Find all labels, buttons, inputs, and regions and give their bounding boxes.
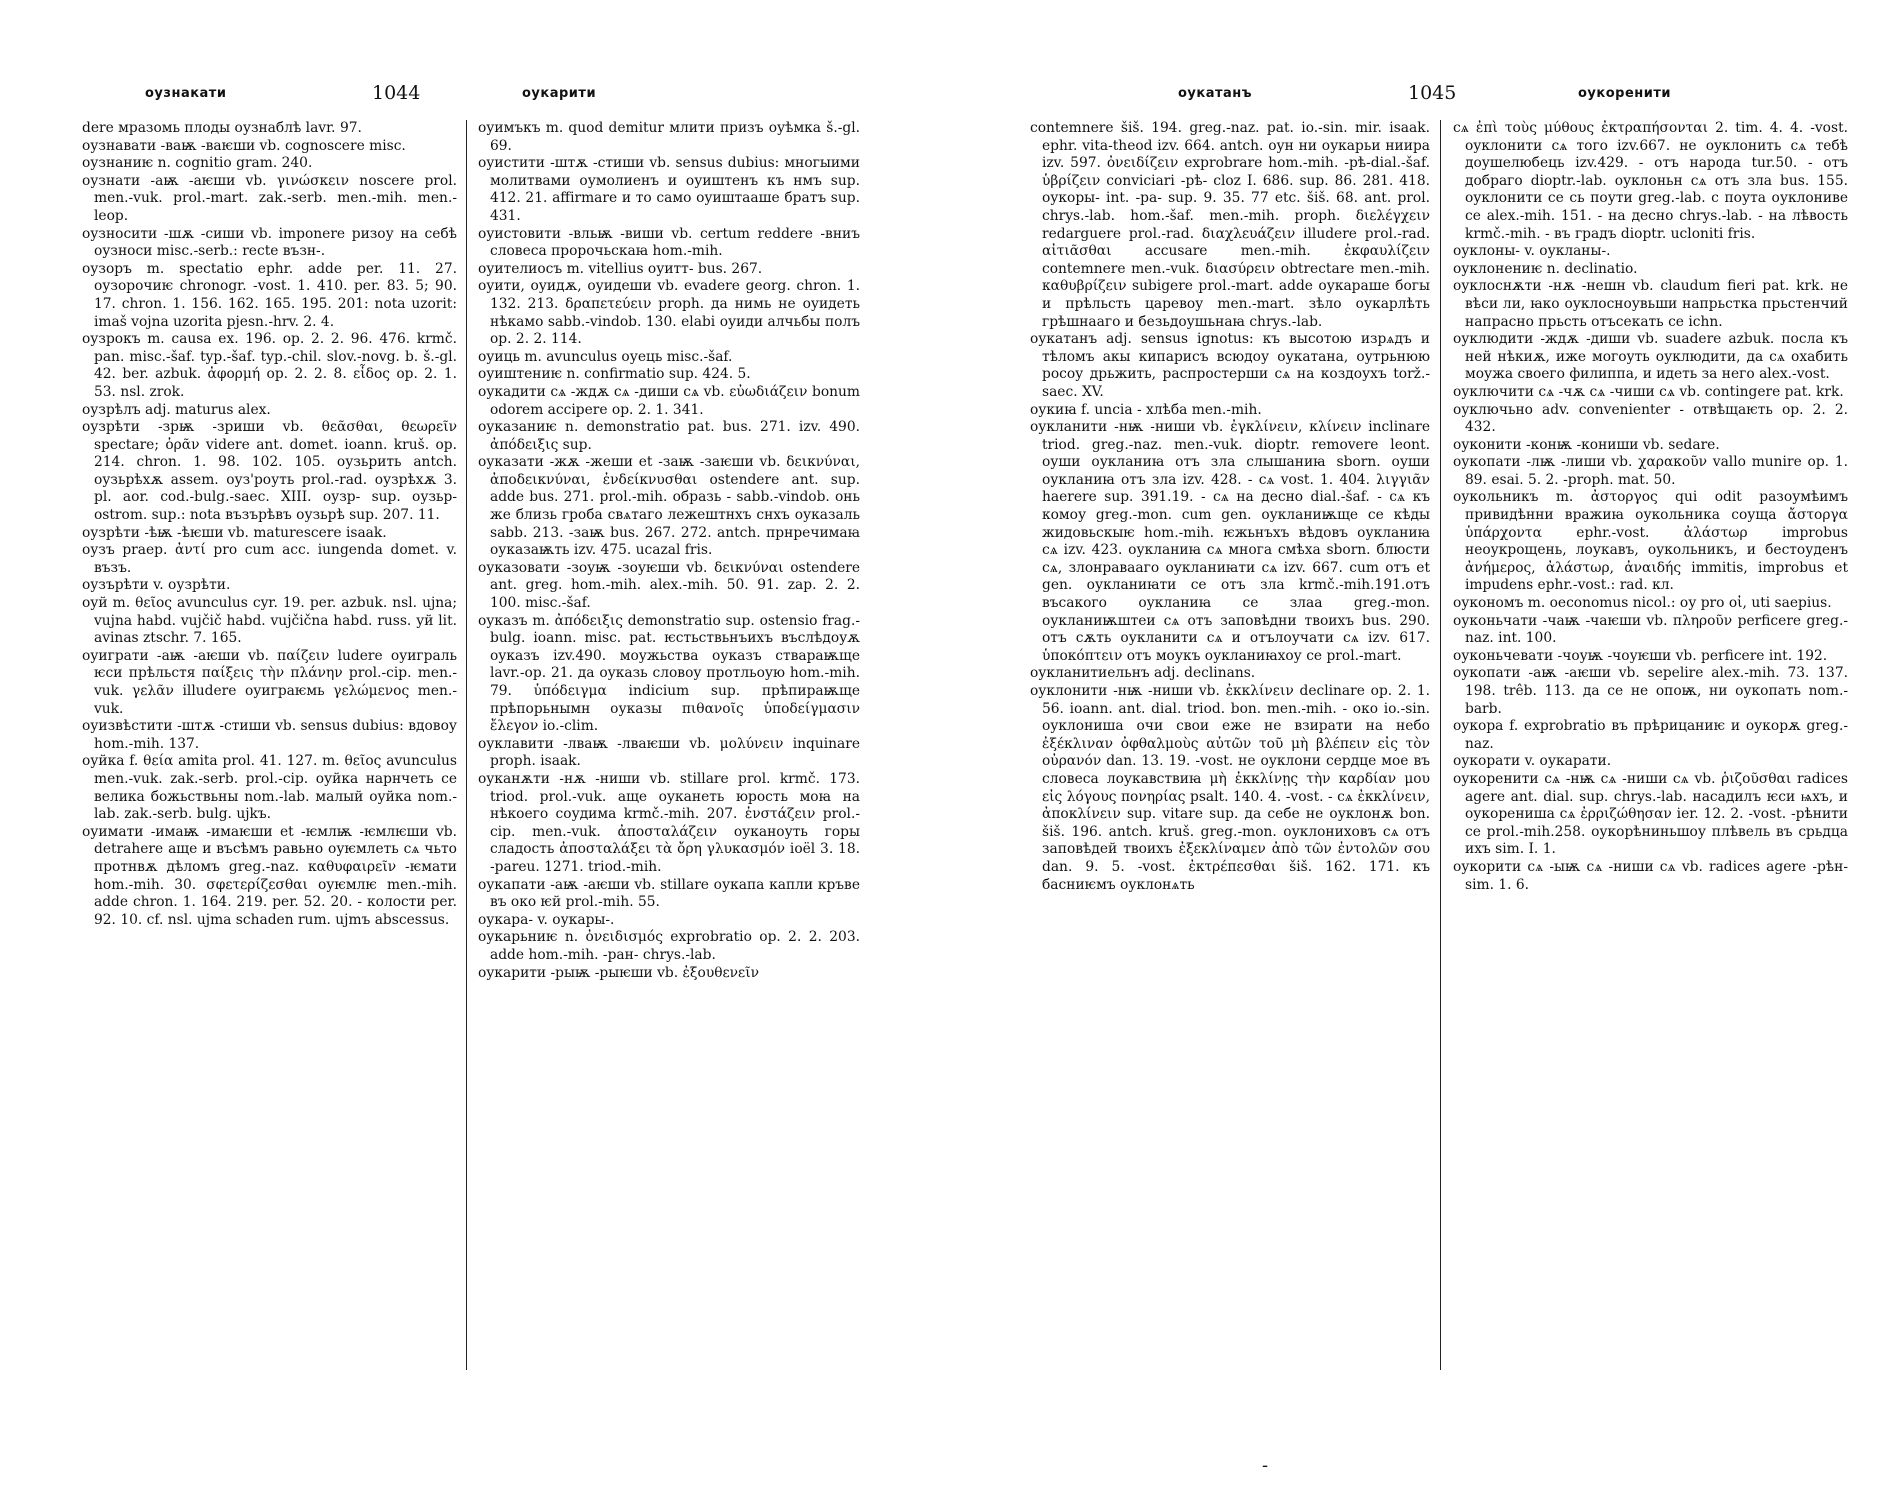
dictionary-entry: оузрѣти -зрѭ -зриши vb. θεᾶσθαι, θεωρεῖν spectare; ὁρᾶν videre ant. domet. ioann. kruš. op. 214. chron. 1. 98. 102. 105. оузьрить antch. оузьрѣхѫ assem. оуз'роуть prol.-rad. оузрѣхѫ 3. pl. aor. cod.-bulg.-saec. XIII. оузр- sup. оузьр-ostrom. sup.: nota възърѣвъ оузьрѣ sup. 207. 11.: [82, 419, 457, 524]
dictionary-entry: оукапати -аѭ -аѥши vb. stillare оукапа капли кръве въ око ѥй prol.-mih. 55.: [478, 876, 860, 911]
dictionary-entry: оуизвѣстити -штѫ -стиши vb. sensus dubius: вдовоу hom.-mih. 137.: [82, 718, 457, 752]
dictionary-entry: оуклавити -лваѭ -лваѥши vb. μολύνειν inquinare proph. isaak.: [478, 735, 860, 770]
left-page-header: [60, 82, 990, 104]
dictionary-entry: оукатанъ adj. sensus ignotus: къ высотою изрѧдъ и тѣломъ акы кипарисъ всюдоу оукатана, оутрьнюю росоу дрьжить, распростерши сѧ на коздоухъ torž.-saec. XV.: [1030, 331, 1430, 400]
dictionary-entry: оузрокъ m. causa ex. 196. op. 2. 2. 96. 476. krmč. pan. misc.-šaf. typ.-šaf. typ.-chil. slov.-novg. b. š.-gl. 42. ber. azbuk. ἀφορμή op. 2. 2. 8. εἶδος op. 2. 1. 53. nsl. zrok.: [82, 331, 457, 400]
left-guide-word-last: оукарити: [522, 86, 597, 101]
dictionary-entry: оуклюдити -ждѫ -диши vb. suadere azbuk. посла къ ней нѣкиѫ, иже могоуть оуклюдити, да сѧ охабить моужа своего филиппа, и идеть за него alex.-vost.: [1453, 331, 1848, 383]
right-page-header: [1030, 82, 1860, 104]
dictionary-entry: оуиштениѥ n. confirmatio sup. 424. 5.: [478, 366, 751, 383]
dictionary-entry: оукольникъ m. ἀστοργος qui odit разоумѣимъ привидѣнни вражиꙗ оукольника соуща ἄστοργα ὑπάρχοντα ephr.-vost. ἀλάστωρ improbus неоукрощень, лоукавъ, оукольникъ, и бестоуденъ ἀνήμερος, ἀλάστωρ, ἀναιδής immitis, improbus et impudens ephr.-vost.: rad. кл.: [1453, 489, 1848, 594]
dictionary-entry: оуконити -конѭ -кониши vb. sedare.: [1453, 436, 1720, 453]
dictionary-entry: оуити, оуидѫ, оуидеши vb. evadere georg. chron. 1. 132. 213. δραπετεύειν proph. да нимь не оуидеть нѣкамо sabb.-vindob. 130. elabi оуиди алчьбы полъ op. 2. 2. 114.: [478, 278, 860, 348]
dictionary-entry: оуимъкъ m. quod demitur млити призъ оуѣмка š.-gl. 69.: [478, 120, 860, 154]
dictionary-entry: оукорати v. оукарати.: [1453, 753, 1612, 770]
dictionary-entry: оукорити сѧ -ыѭ сѧ -ниши сѧ vb. radices agere -рѣн- sim. 1. 6.: [1453, 858, 1848, 893]
dictionary-entry: оукара- v. оукары-.: [478, 911, 615, 928]
footer-mark: -: [1262, 1455, 1269, 1476]
dictionary-entry: оукопати -аѭ -аѥши vb. sepelire alex.-mih. 73. 137. 198. trêb. 113. да се не опоѭ, ни оукопать nom.-barb.: [1453, 665, 1848, 717]
dictionary-entry: dere мразомь плоды оузнаблѣ lavr. 97.: [82, 120, 362, 136]
dictionary-entry: оуиць m. avunculus оуець misc.-šaf.: [478, 348, 733, 365]
dictionary-entry: оуключити сѧ -чѫ сѧ -чиши сѧ vb. contingere pat. krk.: [1453, 383, 1844, 400]
dictionary-entry: оузнати -аѭ -аѥши vb. γινώσκειν noscere prol. men.-vuk. prol.-mart. zak.-serb. men.-mih. men.-leop.: [82, 172, 457, 224]
column-divider: [466, 120, 467, 1370]
dictionary-entry: оузрѣлъ adj. maturus alex.: [82, 401, 271, 418]
right-page-number: 1045: [1408, 82, 1457, 104]
dictionary-entry: оукланити -нѭ -ниши vb. ἐγκλίνειν, κλίνειν inclinare triod. greg.-naz. men.-vuk. dioptr. removere leont. оуши оукланиꙗ отъ зла слышаниꙗ sborn. оуши оукланиꙗ отъ зла izv. 428. - сѧ vost. 1. 404. λιγγιᾶν haerere sup. 391.19. - сѧ на десно dial.-šaf. - сѧ къ комоу greg.-mon. cum gen. оукланиѭще се кѣды жидовьскыѥ hom.-mih. ѥжьнъхъ вѣдовъ оукланиꙗ сѧ izv. 423. оукланиꙗ сѧ многа смѣха sborn. блюсти сѧ, злонравааго оукланиꙗти сѧ izv. 667. cum отъ et gen. оукланиꙗти се отъ зла krmč.-mih.191.отъ въсакого оукланиꙗ се злаа greg.-mon. оукланиѭштеи сѧ отъ заповѣдни твоихъ bus. 290. отъ сѫть оукланити сѧ и отълоучати сѧ izv. 617. ὑποκόπτειν отъ моукъ оукланиꙗхоу се prol.-mart.: [1030, 419, 1430, 664]
dictionary-entry: оузърѣти v. оузрѣти.: [82, 577, 231, 594]
dictionary-entry: оуканѫти -нѫ -ниши vb. stillare prol. krmč. 173. triod. prol.-vuk. аще оуканеть юрость моꙗ на нѣкоего соудима krmč.-mih. 207. ἐνστάζειν prol.-cip. men.-vuk. ἀποσταλάζειν оуканоуть горы сладость ἀποσταλάξει τὰ ὄρη γλυκασμόν ioël 3. 18. -pareu. 1271. triod.-mih.: [478, 770, 860, 875]
dictionary-entry: оуимати -имаѭ -имаѥши et -ѥмлѭ -ѥмлѥши vb. detrahere аще и въсѣмъ равьно оуѥмлеть сѧ чьто протнвѫ дѣломъ greg.-naz. καθυφαιρεῖν -ѥмати hom.-mih. 30. σφετερίζεσθαι оуѥмлѥ men.-mih. adde chron. 1. 164. 219. per. 52. 20. - колости per. 92. 10. cf. nsl. ujma schaden rum. ujmъ abscessus.: [82, 823, 457, 928]
right-page: [1030, 0, 1860, 1500]
dictionary-entry: оуказъ m. ἀπόδειξις demonstratio sup. ostensio frag.-bulg. ioann. misc. pat. ѥстьствьнъихъ въслѣдоуѫ оуказъ izv.490. моужьства оуказъ ствараѭще lavr.-op. 21. да оуказь словоу протльоую hom.-mih. 79. ὑπόδειγμα indicium sup. прѣпираѭще прѣпорьнымн оуказы πιθανοῖς ὑποδείγμασιν ἔλεγον io.-clim.: [478, 612, 860, 735]
dictionary-entry: оуказаниѥ n. demonstratio pat. bus. 271. izv. 490. ἀπόδειξις sup.: [478, 419, 860, 453]
dictionary-entry: оузнавати -ваѭ -ваѥши vb. cognoscere misc.: [82, 137, 406, 154]
dictionary-entry: оуключьно adv. convenienter - отвѣщаѥть op. 2. 2. 432.: [1453, 401, 1848, 436]
left-page-number: 1044: [372, 82, 421, 104]
dictionary-entry: оуистовити -вльѭ -виши vb. certum reddere -вниъ словеса пророчьскаꙗ hom.-mih.: [478, 225, 860, 260]
dictionary-entry: оукиꙗ f. uncia - хлѣба men.-mih.: [1030, 401, 1262, 418]
dictionary-entry: оузоръ m. spectatio ephr. adde per. 11. 27. оузорочиѥ chronogr. -vost. 1. 410. per. 83. 5; 90. 17. chron. 1. 156. 162. 165. 195. 201: nota uzorit: imaš vojna uzorita pjesn.-hrv. 2. 4.: [82, 260, 457, 330]
dictionary-entry: сѧ ἐπὶ τοὺς μύθους ἐκτραπήσονται 2. tim. 4. 4. -vost. оуклонити сѧ того izv.667. не оуклонить сѧ тебѣ доушелюбець izv.429. - отъ народа tur.50. - отъ добраго dioptr.-lab. оуклоньн сѧ отъ зла bus. 155. оуклонити се сь поути greg.-lab. с поута оуклониве се alex.-mih. 151. - на десно chrys.-lab. - на лѣвость krmč.-mih. - въ градъ dioptr. ucloniti fris.: [1453, 120, 1848, 242]
dictionary-entry: оуклоснѫти -нѫ -нешн vb. claudum fieri pat. krk. не вѣси ли, ꙗко оуклосноувьши напрьстка прьстенчий напрасно прьсть отъсекать се ichn.: [1453, 278, 1848, 330]
dictionary-entry: оукарьниѥ n. ὀνειδισμός exprobratio op. 2. 2. 203. adde hom.-mih. -ран- chrys.-lab.: [478, 929, 860, 963]
right-column-2: [1453, 120, 1848, 1370]
left-column-1: [82, 120, 457, 1370]
left-column-2: [478, 120, 860, 1370]
dictionary-entry: оуистити -штѫ -стиши vb. sensus dubius: многыими молитвами оумолиенъ и оуиштенъ къ нмъ sup. 412. 21. affirmare и то само оуиштааше братъ sup. 431.: [478, 155, 860, 224]
dictionary-entry: оуказовати -зоуѭ -зоуѥши vb. δεικνύναι ostendere ant. greg. hom.-mih. alex.-mih. 50. 91. zap. 2. 2. 100. misc.-šaf.: [478, 559, 860, 612]
dictionary-entry: оукадити сѧ -ждѫ сѧ -диши сѧ vb. εὐωδιάζειν bonum odorem accipere op. 2. 1. 341.: [478, 383, 860, 418]
dictionary-entry: оукопати -лѭ -лиши vb. χαρακοῦν vallo munire op. 1. 89. esai. 5. 2. -proph. mat. 50.: [1453, 454, 1848, 488]
dictionary-entry: оукора f. exprobratio въ прѣрицаниѥ и оукорѫ greg.-naz.: [1453, 718, 1848, 752]
dictionary-entry: contemnere šiš. 194. greg.-naz. pat. io.-sin. mir. isaak. ephr. vita-theod izv. 664. antch. оун ни оукарьи ниира izv. 597. ὀνειδίζειν exprobrare hom.-mih. -рѣ-dial.-šaf. ὑβρίζειν conviciari -рѣ- cloz I. 686. sup. 86. 281. 418. оукоры- int. -ра- sup. 9. 35. 77 etc. šiš. 68. ant. prol. chrys.-lab. hom.-šaf. men.-mih. proph. διελέγχειν redarguere prol.-rad. διαχλευάζειν illudere prol.-rad. αἰτιᾶσθαι accusare men.-mih. ἐκφαυλίζειν contemnere men.-vuk. διασύρειν obtrectare men.-mih. καθυβρίζειν subigere prol.-mart. adde оукараше богы и прѣльсть царевоу men.-mart. зѣло оукарлѣть грѣшнааго и безьдоушьнаꙗ chrys.-lab.: [1030, 120, 1430, 330]
right-column-1: [1030, 120, 1430, 1370]
dictionary-entry: оукланитиельнъ adj. declinans.: [1030, 665, 1256, 682]
dictionary-entry: оукономъ m. oeconomus nicol.: оу pro οἰ, uti saepius.: [1453, 595, 1832, 612]
dictionary-entry: оуклонити -нѭ -ниши vb. ἐκκλίνειν declinare op. 2. 1. 56. ioann. ant. dial. triod. bon. men.-mih. - око io.-sin. оуклониша очи свои еже не взирати на небо ἐξέκλιναν ὀφθαλμοὺς αὐτῶν τοῦ μὴ βλέπειν εἰς τὸν οὐρανόν dan. 13. 19. -vost. не оуклони сердце мое въ словеса лоукавствиꙗ μὴ ἐκκλίνῃς τὴν καρδίαν μου εἰς λόγους πονηρίας psalt. 140. 4. -vost. - сѧ ἐκκλίνειν, ἀποκλίνειν sup. vitare sup. да себе не оуклонѫ bon. šiš. 196. antch. kruš. greg.-mon. оуклониховъ сѧ отъ заповѣдей твоихъ ἐξεκλίναμεν ἀπὸ τῶν ἐντολῶν σου dan. 9. 5. -vost. ἐκτρέπεσθαι šiš. 162. 171. къ басниѥмъ оуклонѧть: [1030, 683, 1430, 893]
right-guide-word-last: оукоренити: [1578, 86, 1672, 101]
column-divider: [1440, 120, 1441, 1370]
dictionary-entry: оуиграти -аѭ -аѥши vb. παίζειν ludere оуиграль ѥси прѣльстя παίξεις τὴν πλάνην prol.-cip. men.-vuk. γελᾶν illudere оуиграѥмь γελώμενος men.-vuk.: [82, 647, 457, 717]
left-guide-word-first: оузнакати: [145, 86, 227, 101]
dictionary-entry: оукарити -рыѭ -рыѥши vb. ἐξουθενεῖν: [478, 964, 759, 981]
dictionary-entry: оуконьчати -чаѭ -чаѥши vb. πληροῦν perficere greg.-naz. int. 100.: [1453, 612, 1848, 647]
dictionary-entry: оукоренити сѧ -нѭ сѧ -ниши сѧ vb. ῥιζοῦσθαι radices agere ant. dial. sup. chrys.-lab. насадилъ ѥси ѩхъ, и оукорениша сѧ ἐρριζώθησαν ier. 12. 2. -vost. -рѣнити се prol.-mih.258. оукорѣниньшоу плѣвель въ срьдца ихъ sim. I. 1.: [1453, 770, 1848, 858]
dictionary-entry: оуклонениѥ n. declinatio.: [1453, 260, 1638, 277]
dictionary-entry: оуказати -жѫ -жеши et -заѭ -заѥши vb. δεικνύναι, ἀποδεικνύναι, ἐνδείκνυσθαι ostendere ant. sup. adde bus. 271. prol.-mih. образь - sabb.-vindob. онь же близь гроба свѧтаго лежештнхъ снхъ оуказаль sabb. 213. -заѭ bus. 267. 272. antch. прнречимаꙗ оуказаѭть izv. 475. ucazal fris.: [478, 454, 860, 559]
dictionary-entry: оузносити -шѫ -сиши vb. imponere ризоу на себѣ оузноси misc.-serb.: recte възн-.: [82, 225, 457, 260]
right-guide-word-first: оукатанъ: [1178, 86, 1253, 101]
left-page: [60, 0, 990, 1500]
dictionary-entry: оуйка f. θεία amita prol. 41. 127. m. θεῖος avunculus men.-vuk. zak.-serb. prol.-cip. оуйка нарнчеть се велика божьствьны nom.-lab. малый оуйка nom.-lab. zak.-serb. bulg. ujkъ.: [82, 753, 457, 823]
dictionary-entry: оузнаниѥ n. cognitio gram. 240.: [82, 155, 313, 172]
dictionary-entry: оуителиосъ m. vitellius оуитт- bus. 267.: [478, 260, 763, 277]
dictionary-entry: оуконьчевати -чоуѭ -чоуѥши vb. perficere int. 192.: [1453, 647, 1828, 664]
dictionary-entry: оузъ praep. ἀντί pro cum acc. iungenda domet. v. възъ.: [82, 542, 457, 576]
dictionary-entry: оузрѣти -ѣѭ -ѣѥши vb. maturescere isaak.: [82, 524, 387, 541]
dictionary-entry: оуй m. θεῖος avunculus cyr. 19. per. azbuk. nsl. ujna; vujna habd. vujčič habd. vujčična habd. russ. уй lit. avinas ztschr. 7. 165.: [82, 595, 457, 647]
dictionary-entry: оуклоны- v. оукланы-.: [1453, 243, 1611, 260]
